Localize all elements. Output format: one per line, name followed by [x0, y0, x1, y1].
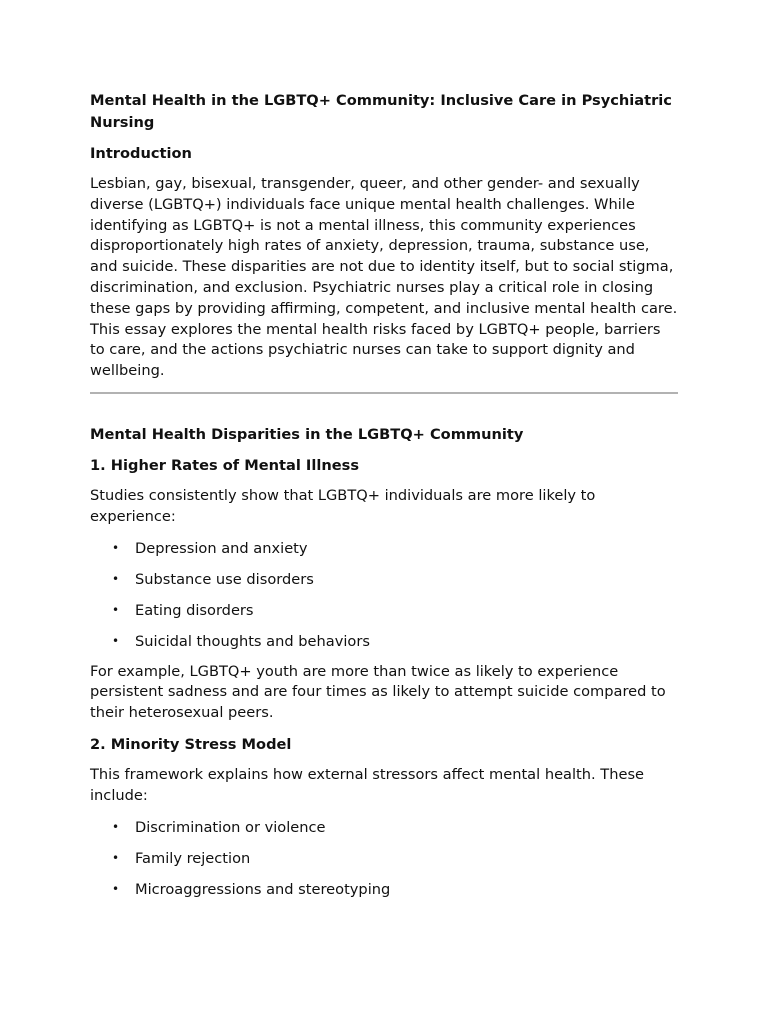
list-item-text: Family rejection: [135, 849, 251, 867]
higher-rates-intro: Studies consistently show that LGBTQ+ individuals are more likely to experience:: [90, 486, 596, 525]
minority-stress-intro: This framework explains how external stressors affect mental health. These include:: [90, 765, 645, 804]
list-item-text: Microaggressions and stereotyping: [135, 880, 391, 898]
minority-stress-list: [90, 817, 678, 900]
list-item: [90, 600, 678, 621]
list-item-text: Suicidal thoughts and behaviors: [135, 632, 370, 650]
disparities-heading: Mental Health Disparities in the LGBTQ+ Community: [90, 425, 524, 443]
higher-rates-list: [90, 538, 678, 652]
section-divider: [90, 392, 678, 394]
bullet-icon: •: [112, 881, 120, 896]
bullet-icon: •: [112, 602, 120, 617]
introduction-paragraph: Lesbian, gay, bisexual, transgender, queer, and other gender- and sexually diverse (LGBTQ+) individuals face unique mental health challenges. While identifying as LGBTQ+ is not a mental illness, this community experiences disproportionately high rates of anxiety, depression, trauma, substance use, and suicide. These disparities are not due to identity itself, but to social stigma, discrimination, and exclusion. Psychiatric nurses play a critical role in closing these gaps by providing affirming, competent, and inclusive mental health care. This essay explores the mental health risks faced by LGBTQ+ people, barriers to care, and the actions psychiatric nurses can take to support dignity and wellbeing.: [90, 175, 678, 380]
minority-stress-heading: 2. Minority Stress Model: [90, 735, 292, 753]
list-item: [90, 879, 678, 900]
introduction-heading: Introduction: [90, 145, 192, 162]
list-item: [90, 817, 678, 838]
list-item-text: Eating disorders: [135, 601, 254, 619]
list-item-text: Substance use disorders: [135, 570, 314, 588]
document-title: Mental Health in the LGBTQ+ Community: Inclusive Care in Psychiatric Nursing: [90, 92, 672, 131]
list-item-text: Depression and anxiety: [135, 539, 308, 557]
list-item: [90, 848, 678, 869]
bullet-icon: •: [112, 571, 120, 586]
bullet-icon: •: [112, 633, 120, 648]
list-item-text: Discrimination or violence: [135, 818, 326, 836]
list-item: [90, 631, 678, 652]
higher-rates-example: For example, LGBTQ+ youth are more than twice as likely to experience persistent sadness and are four times as likely to attempt suicide compared to their heterosexual peers.: [90, 662, 666, 722]
list-item: [90, 538, 678, 559]
higher-rates-heading: 1. Higher Rates of Mental Illness: [90, 456, 360, 474]
bullet-icon: •: [112, 540, 120, 555]
bullet-icon: •: [112, 819, 120, 834]
bullet-icon: •: [112, 850, 120, 865]
document-page: [90, 90, 678, 910]
list-item: [90, 569, 678, 590]
